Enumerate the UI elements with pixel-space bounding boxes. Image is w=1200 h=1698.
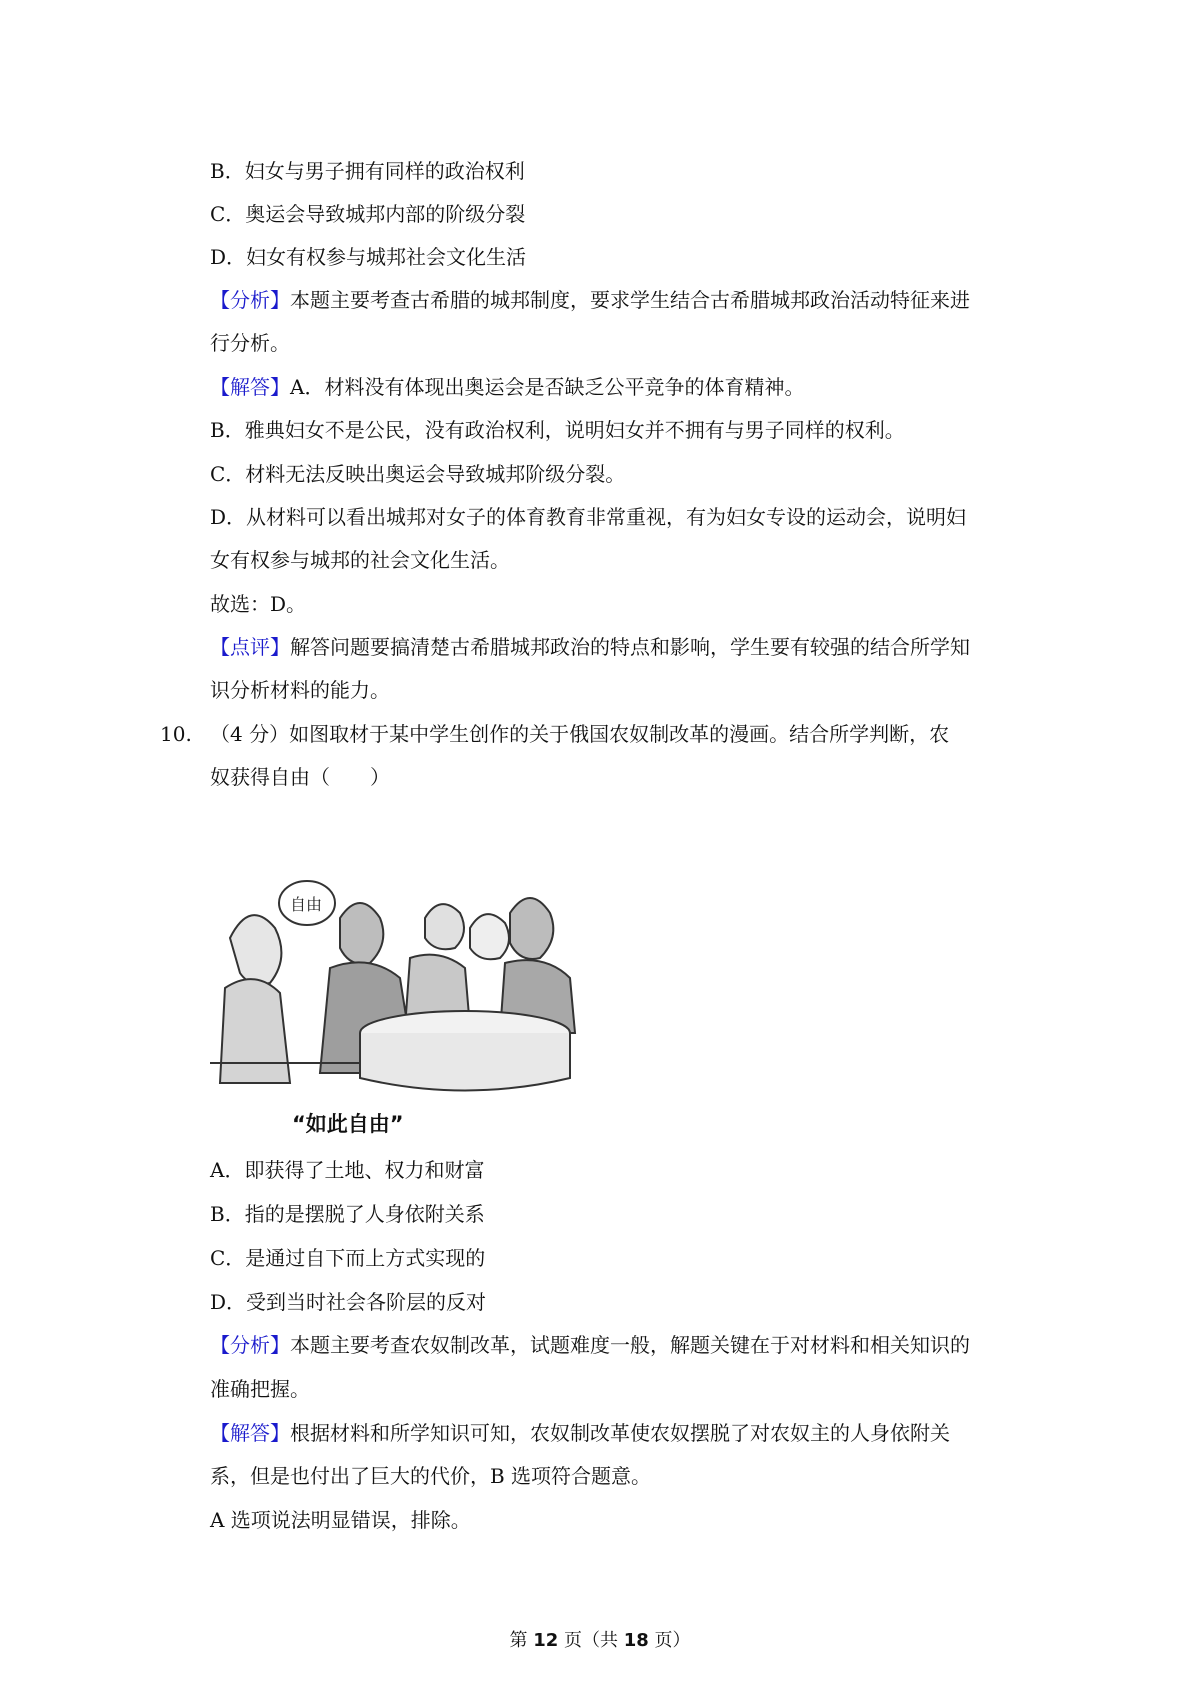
q10-answer-cont2: A 选项说法明显错误，排除。: [210, 1508, 471, 1532]
q10-option-a: A．即获得了土地、权力和财富: [210, 1158, 485, 1182]
q9-option-c: C．奥运会导致城邦内部的阶级分裂: [210, 202, 526, 226]
q9-analysis-cont: 行分析。: [210, 331, 290, 355]
q9-answer-d-cont: 女有权参与城邦的社会文化生活。: [210, 548, 510, 572]
q10-number: 10.: [160, 722, 192, 746]
q10-analysis-cont: 准确把握。: [210, 1377, 310, 1401]
comment-text: 解答问题要搞清楚古希腊城邦政治的特点和影响，学生要有较强的结合所学知: [290, 635, 970, 659]
q10-stem-cont: 奴获得自由（ ）: [210, 765, 390, 789]
comment-tag: 【点评】: [210, 635, 290, 659]
q10-option-c: C．是通过自下而上方式实现的: [210, 1246, 486, 1270]
q10-analysis: [210, 1331, 970, 1359]
cartoon-caption: “如此自由”: [292, 1112, 404, 1136]
answer-tag: 【解答】: [210, 375, 290, 399]
q10-stem: （4 分）如图取材于某中学生创作的关于俄国农奴制改革的漫画。结合所学判断，农: [210, 722, 950, 746]
q10-option-b: B．指的是摆脱了人身依附关系: [210, 1202, 485, 1226]
footer-middle: 页（共: [558, 1630, 624, 1651]
analysis-text: 本题主要考查古希腊的城邦制度，要求学生结合古希腊城邦政治活动特征来进: [290, 288, 970, 312]
analysis-tag: 【分析】: [210, 288, 290, 312]
q9-choice: 故选：D。: [210, 592, 307, 616]
answer-tag: 【解答】: [210, 1421, 290, 1445]
q9-answer: [210, 373, 804, 401]
answer-text: 根据材料和所学知识可知，农奴制改革使农奴摆脱了对农奴主的人身依附关: [290, 1421, 950, 1445]
q9-answer-b: B．雅典妇女不是公民，没有政治权利，说明妇女并不拥有与男子同样的权利。: [210, 418, 905, 442]
q9-comment: [210, 633, 970, 661]
q10-answer: [210, 1419, 950, 1447]
q10-option-d: D．受到当时社会各阶层的反对: [210, 1290, 487, 1314]
footer-total-pages: 18: [623, 1630, 649, 1651]
page-footer: [0, 1628, 1200, 1654]
q9-option-b: B．妇女与男子拥有同样的政治权利: [210, 159, 525, 183]
q9-comment-cont: 识分析材料的能力。: [210, 678, 390, 702]
q9-analysis: [210, 286, 970, 314]
q9-option-d: D．妇女有权参与城邦社会文化生活: [210, 245, 527, 269]
q10-answer-cont: 系，但是也付出了巨大的代价，B 选项符合题意。: [210, 1464, 652, 1488]
q9-answer-c: C．材料无法反映出奥运会导致城邦阶级分裂。: [210, 462, 626, 486]
footer-suffix: 页）: [648, 1630, 691, 1651]
analysis-tag: 【分析】: [210, 1333, 290, 1357]
cartoon-speech-text: 自由: [290, 895, 323, 914]
analysis-text: 本题主要考查农奴制改革，试题难度一般，解题关键在于对材料和相关知识的: [290, 1333, 970, 1357]
answer-a: A．材料没有体现出奥运会是否缺乏公平竞争的体育精神。: [290, 375, 805, 399]
q9-answer-d: D．从材料可以看出城邦对女子的体育教育非常重视，有为妇女专设的运动会，说明妇: [210, 505, 967, 529]
cartoon-image: [210, 858, 590, 1098]
footer-prefix: 第: [509, 1630, 534, 1651]
footer-page-number: 12: [533, 1630, 559, 1651]
